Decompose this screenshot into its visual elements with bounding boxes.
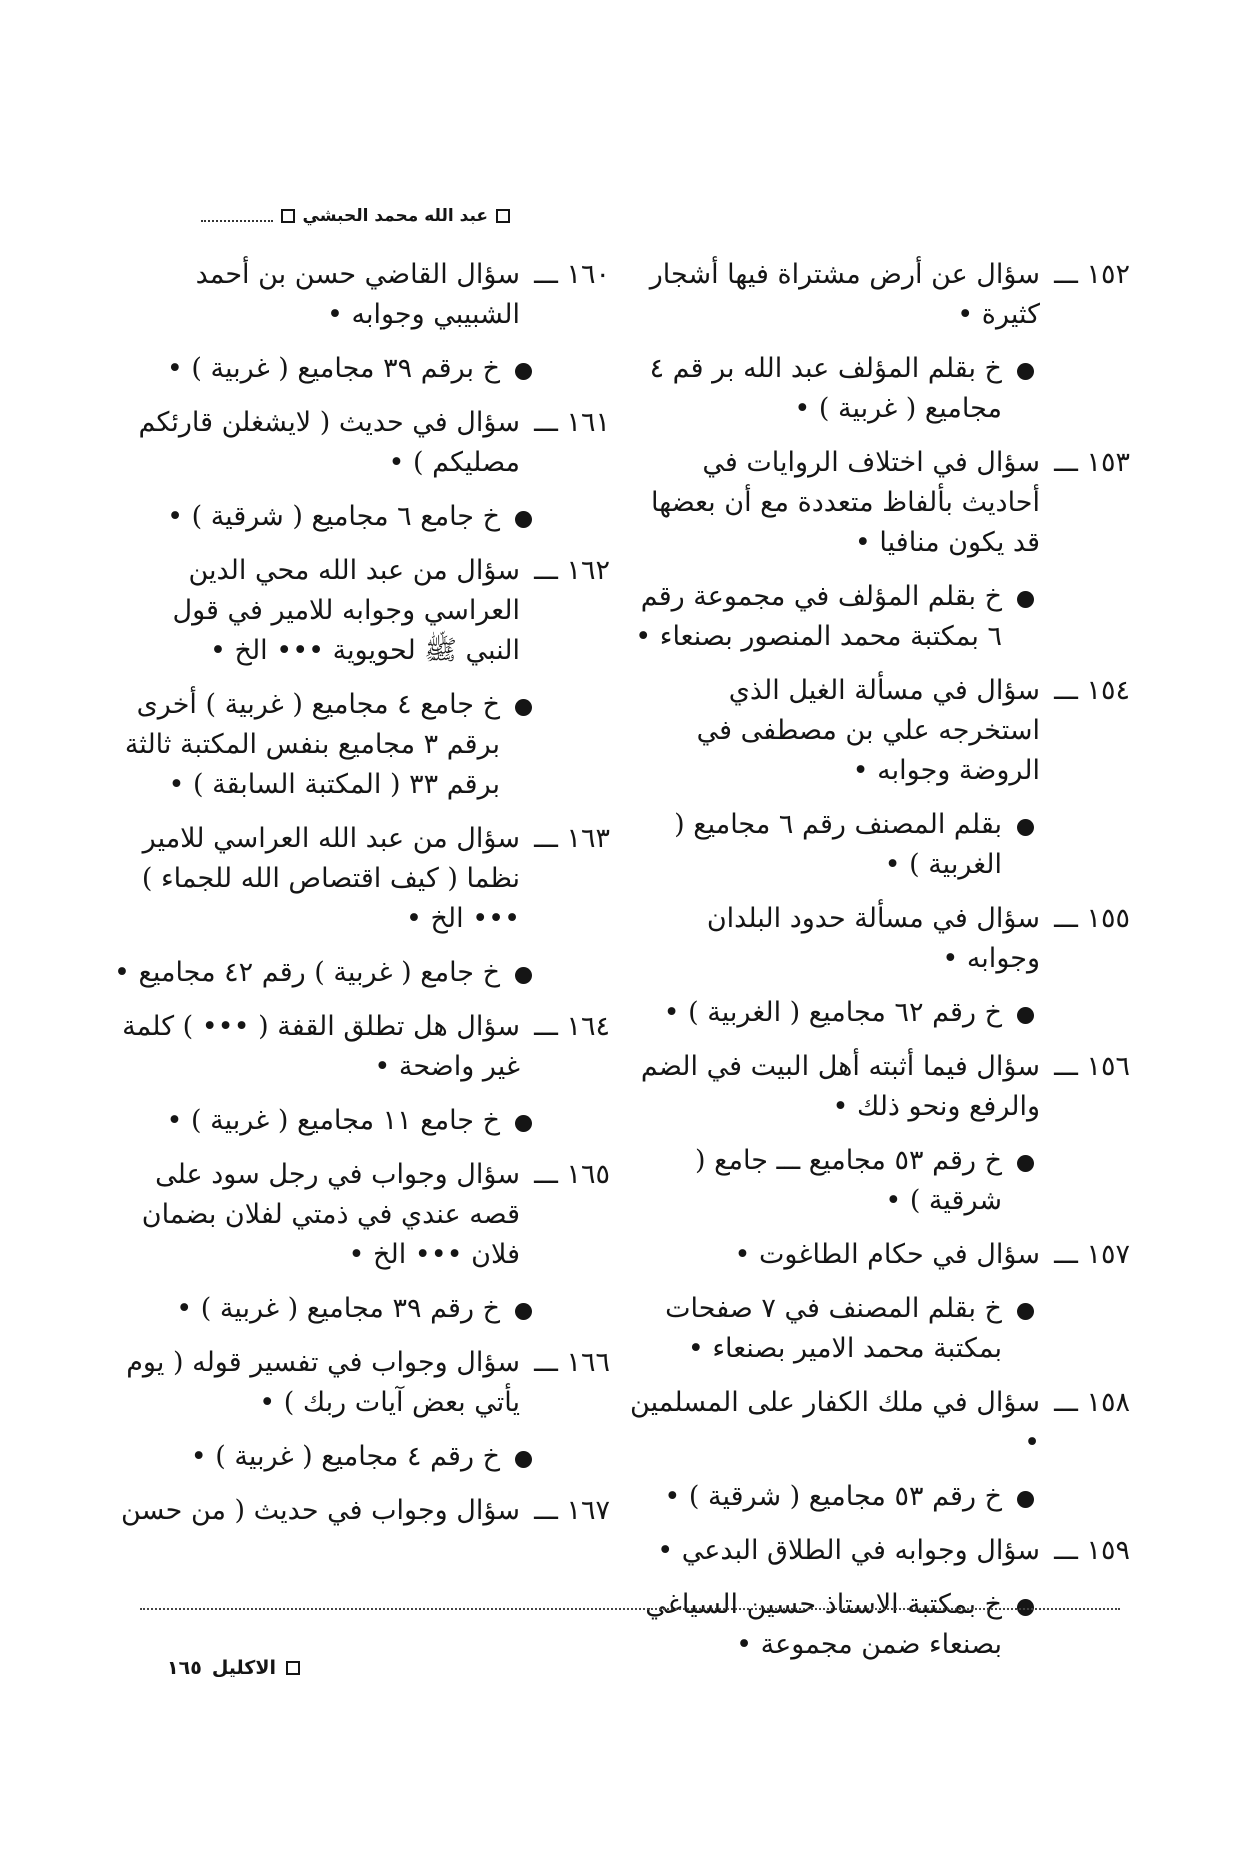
reference-text: خ بقلم المصنف في ٧ صفحات بمكتبة محمد الامير بصنعاء • <box>665 1293 1002 1364</box>
bullet-icon <box>515 363 532 380</box>
manuscript-reference <box>630 1477 1130 1517</box>
bullet-icon <box>515 967 532 984</box>
reference-text: خ جامع ( غربية ) رقم ٤٢ مجاميع • <box>113 957 500 988</box>
entry-number: ١٥٥ ـــ <box>1054 903 1130 934</box>
entry-text: سؤال وجوابه في الطلاق البدعي • <box>657 1535 1040 1566</box>
entry-text: سؤال وجواب في رجل سود على قصه عندي في ذمتي لفلان بضمان فلان ••• الخ • <box>141 1159 520 1270</box>
entry-text: سؤال في اختلاف الروايات في أحاديث بألفاظ متعددة مع أن بعضها قد يكون منافيا • <box>651 447 1040 558</box>
manuscript-reference <box>630 1585 1130 1665</box>
entry-text: سؤال في مسألة حدود البلدان وجوابه • <box>706 903 1040 974</box>
catalog-entry <box>110 1155 610 1275</box>
catalog-entry <box>630 1235 1130 1275</box>
left-column <box>110 255 610 1545</box>
bullet-icon <box>1017 363 1034 380</box>
entry-number: ١٥٤ ـــ <box>1054 675 1130 706</box>
catalog-entry <box>110 255 610 335</box>
catalog-entry <box>630 899 1130 979</box>
entry-text: سؤال القاضي حسن بن أحمد الشبيبي وجوابه • <box>195 259 520 330</box>
bullet-icon <box>1017 591 1034 608</box>
manuscript-reference <box>110 1289 610 1329</box>
entry-text: سؤال وجواب في تفسير قوله ( يوم يأتي بعض آيات ربك ) • <box>126 1347 520 1418</box>
entry-number: ١٥٢ ـــ <box>1054 259 1130 290</box>
entry-text: سؤال من عبد الله العراسي للامير نظما ( كيف اقتصاص الله للجماء ) ••• الخ • <box>141 823 520 934</box>
manuscript-reference <box>110 1437 610 1477</box>
entry-text: سؤال في حديث ( لايشغلن قارئكم مصليكم ) • <box>138 407 520 478</box>
entry-number: ١٦٣ ـــ <box>534 823 610 854</box>
header-author: عبد الله محمد الحبشي <box>302 206 488 226</box>
manuscript-reference <box>630 805 1130 885</box>
entry-number: ١٥٩ ـــ <box>1054 1535 1130 1566</box>
footer-page-number: ١٦٥ <box>167 1657 202 1679</box>
manuscript-reference <box>630 993 1130 1033</box>
catalog-entry <box>110 1343 610 1423</box>
entry-text: سؤال فيما أثبته أهل البيت في الضم والرفع ونحو ذلك • <box>640 1051 1040 1122</box>
reference-text: بقلم المصنف رقم ٦ مجاميع ( الغربية ) • <box>674 809 1002 880</box>
reference-text: خ رقم ٤ مجاميع ( غربية ) • <box>190 1441 500 1472</box>
catalog-entry <box>630 1383 1130 1463</box>
entry-number: ١٦٤ ـــ <box>534 1011 610 1042</box>
bullet-icon <box>1017 1491 1034 1508</box>
bullet-icon <box>515 1115 532 1132</box>
reference-text: خ بمكتبة الاستاذ حسين السياغي بصنعاء ضمن مجموعة • <box>645 1589 1002 1660</box>
bullet-icon <box>515 699 532 716</box>
entry-text: سؤال هل تطلق القفة ( ••• ) كلمة غير واضحة • <box>122 1011 520 1082</box>
catalog-entry <box>110 819 610 939</box>
bullet-icon <box>1017 1155 1034 1172</box>
bullet-icon <box>1017 1303 1034 1320</box>
entry-text: سؤال عن أرض مشتراة فيها أشجار كثيرة • <box>649 259 1040 330</box>
page-footer <box>140 1652 300 1684</box>
catalog-entry <box>110 1491 610 1531</box>
reference-text: خ جامع ٦ مجاميع ( شرقية ) • <box>167 501 500 532</box>
manuscript-reference <box>630 1289 1130 1369</box>
entry-text: سؤال وجواب في حديث ( من حسن <box>121 1495 520 1526</box>
catalog-entry <box>630 1531 1130 1571</box>
entry-number: ١٥٨ ـــ <box>1054 1387 1130 1418</box>
running-header <box>160 196 510 236</box>
manuscript-reference <box>630 1141 1130 1221</box>
footer-journal: الاكليل <box>211 1657 276 1679</box>
bullet-icon <box>515 1451 532 1468</box>
entry-number: ١٦٢ ـــ <box>534 555 610 586</box>
reference-text: خ برقم ٣٩ مجاميع ( غربية ) • <box>166 353 500 384</box>
reference-text: خ رقم ٥٣ مجاميع ـــ جامع ( شرقية ) • <box>695 1145 1002 1216</box>
reference-text: خ جامع ١١ مجاميع ( غربية ) • <box>166 1105 500 1136</box>
entry-text: سؤال من عبد الله محي الدين العراسي وجوابه للامير في قول النبي ﷺ لحويوية ••• الخ • <box>172 555 520 666</box>
entry-number: ١٥٧ ـــ <box>1054 1239 1130 1270</box>
bullet-icon <box>1017 819 1034 836</box>
entry-number: ١٦٧ ـــ <box>534 1495 610 1526</box>
catalog-entry <box>110 1007 610 1087</box>
manuscript-reference <box>630 349 1130 429</box>
reference-text: خ بقلم المؤلف عبد الله بر قم ٤ مجاميع ( غربية ) • <box>649 353 1002 424</box>
header-dotted-leader <box>201 220 273 222</box>
manuscript-reference <box>110 497 610 537</box>
entry-number: ١٦٥ ـــ <box>534 1159 610 1190</box>
entry-text: سؤال في مسألة الغيل الذي استخرجه علي بن مصطفى في الروضة وجوابه • <box>696 675 1040 786</box>
reference-text: خ رقم ٣٩ مجاميع ( غربية ) • <box>176 1293 500 1324</box>
entry-text: سؤال في حكام الطاغوت • <box>734 1239 1040 1270</box>
catalog-entry <box>110 403 610 483</box>
catalog-entry <box>630 255 1130 335</box>
entry-text: سؤال في ملك الكفار على المسلمين • <box>630 1387 1040 1458</box>
entry-number: ١٦٦ ـــ <box>534 1347 610 1378</box>
catalog-entry <box>630 1047 1130 1127</box>
entry-number: ١٦١ ـــ <box>534 407 610 438</box>
manuscript-reference <box>110 953 610 993</box>
square-ornament-icon <box>496 209 510 223</box>
square-ornament-icon <box>281 209 295 223</box>
square-ornament-icon <box>286 1661 300 1675</box>
manuscript-reference <box>630 577 1130 657</box>
footer-dotted-rule <box>140 1608 1120 1610</box>
manuscript-reference <box>110 685 610 805</box>
catalog-entry <box>630 671 1130 791</box>
bullet-icon <box>515 511 532 528</box>
manuscript-reference <box>110 1101 610 1141</box>
reference-text: خ رقم ٥٣ مجاميع ( شرقية ) • <box>664 1481 1002 1512</box>
catalog-entry <box>630 443 1130 563</box>
entry-number: ١٦٠ ـــ <box>534 259 610 290</box>
reference-text: خ جامع ٤ مجاميع ( غربية ) أخرى برقم ٣ مجاميع بنفس المكتبة ثالثة برقم ٣٣ ( المكتبة السابقة ) • <box>124 689 500 800</box>
reference-text: خ بقلم المؤلف في مجموعة رقم ٦ بمكتبة محمد المنصور بصنعاء • <box>635 581 1002 652</box>
manuscript-reference <box>110 349 610 389</box>
reference-text: خ رقم ٦٢ مجاميع ( الغربية ) • <box>663 997 1002 1028</box>
entry-number: ١٥٣ ـــ <box>1054 447 1130 478</box>
bullet-icon <box>1017 1007 1034 1024</box>
entry-number: ١٥٦ ـــ <box>1054 1051 1130 1082</box>
catalog-entry <box>110 551 610 671</box>
right-column <box>630 255 1130 1679</box>
bullet-icon <box>515 1303 532 1320</box>
